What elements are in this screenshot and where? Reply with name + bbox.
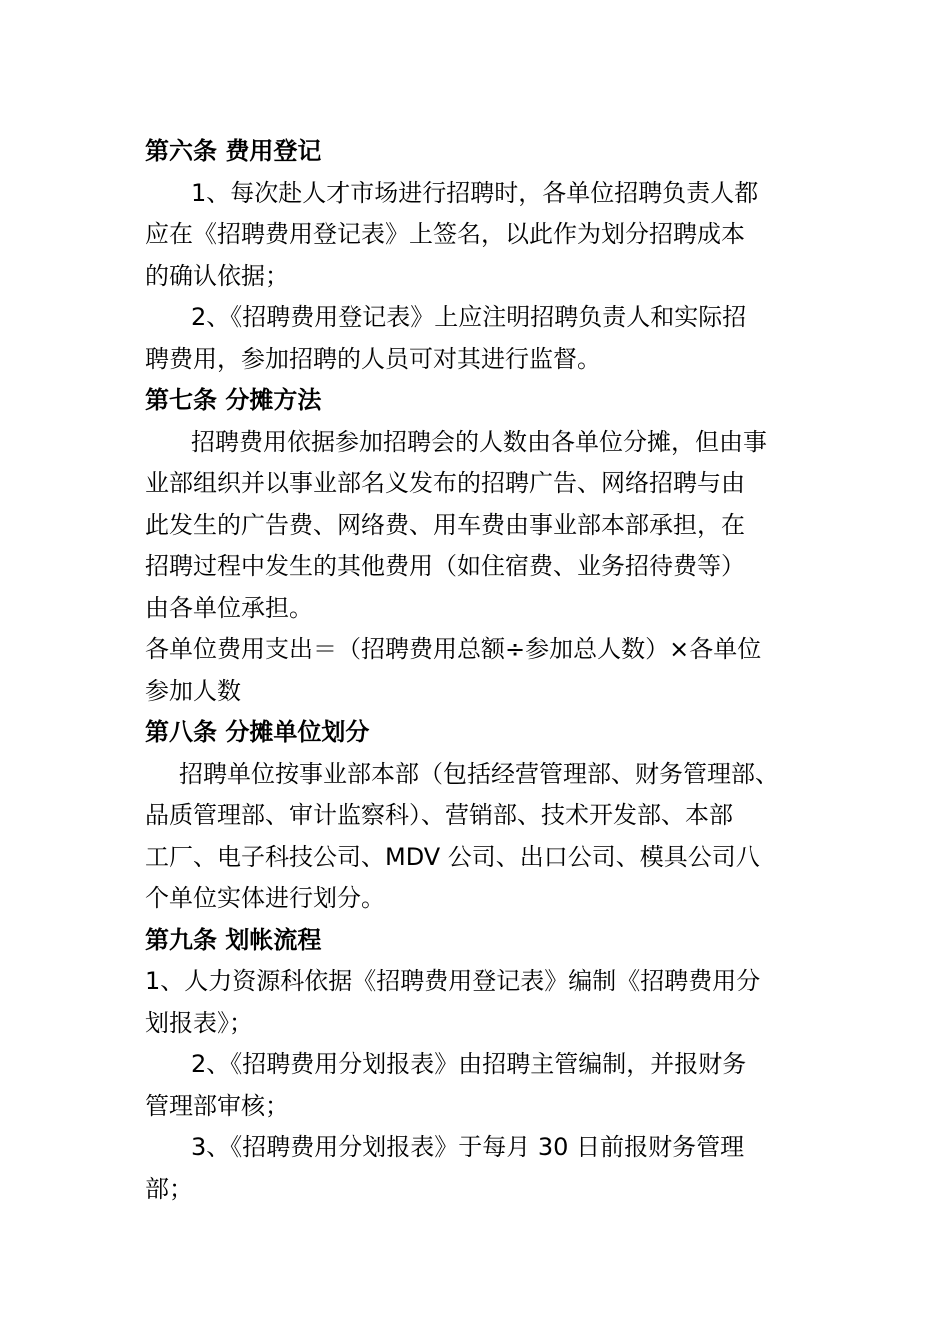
paragraph-line: 2、《招聘费用分划报表》由招聘主管编制，并报财务	[191, 1050, 747, 1078]
paragraph-line: 3、《招聘费用分划报表》于每月 30 日前报财务管理	[191, 1133, 745, 1161]
paragraph-line: 参加人数	[145, 676, 241, 705]
paragraph-line: 1、人力资源科依据《招聘费用登记表》编制《招聘费用分	[145, 967, 761, 995]
paragraph-line: 个单位实体进行划分。	[145, 884, 385, 912]
paragraph-line: 的确认依据；	[145, 261, 289, 290]
section-heading: 第七条 分摊方法	[145, 386, 322, 414]
paragraph-line: 应在《招聘费用登记表》上签名，以此作为划分招聘成本	[145, 220, 745, 248]
section-heading: 第八条 分摊单位划分	[145, 718, 370, 746]
paragraph-line: 招聘过程中发生的其他费用（如住宿费、业务招待费等）	[145, 552, 745, 580]
paragraph-line: 聘费用，参加招聘的人员可对其进行监督。	[145, 344, 601, 373]
paragraph-line: 管理部审核；	[145, 1091, 289, 1120]
paragraph-line: 工厂、电子科技公司、MDV 公司、出口公司、模具公司八	[145, 842, 760, 871]
paragraph-line: 品质管理部、审计监察科）、营销部、技术开发部、本部	[145, 801, 733, 829]
section-heading: 第九条 划帐流程	[145, 925, 322, 954]
paragraph-line: 划报表》；	[145, 1008, 253, 1037]
document-page	[145, 131, 825, 1210]
paragraph-line: 招聘单位按事业部本部（包括经营管理部、财务管理部、	[179, 759, 779, 788]
paragraph-line: 招聘费用依据参加招聘会的人数由各单位分摊，但由事	[191, 427, 767, 456]
paragraph-line: 此发生的广告费、网络费、用车费由事业部本部承担，在	[145, 510, 745, 539]
paragraph-line: 部；	[145, 1174, 193, 1203]
paragraph-line: 由各单位承担。	[145, 593, 313, 622]
section-heading: 第六条 费用登记	[145, 137, 322, 165]
paragraph-line: 业部组织并以事业部名义发布的招聘广告、网络招聘与由	[145, 469, 745, 497]
paragraph-line: 各单位费用支出＝（招聘费用总额÷参加总人数）×各单位	[145, 635, 762, 663]
paragraph-line: 1、每次赴人才市场进行招聘时，各单位招聘负责人都	[191, 178, 759, 207]
paragraph-line: 2、《招聘费用登记表》上应注明招聘负责人和实际招	[191, 303, 747, 331]
